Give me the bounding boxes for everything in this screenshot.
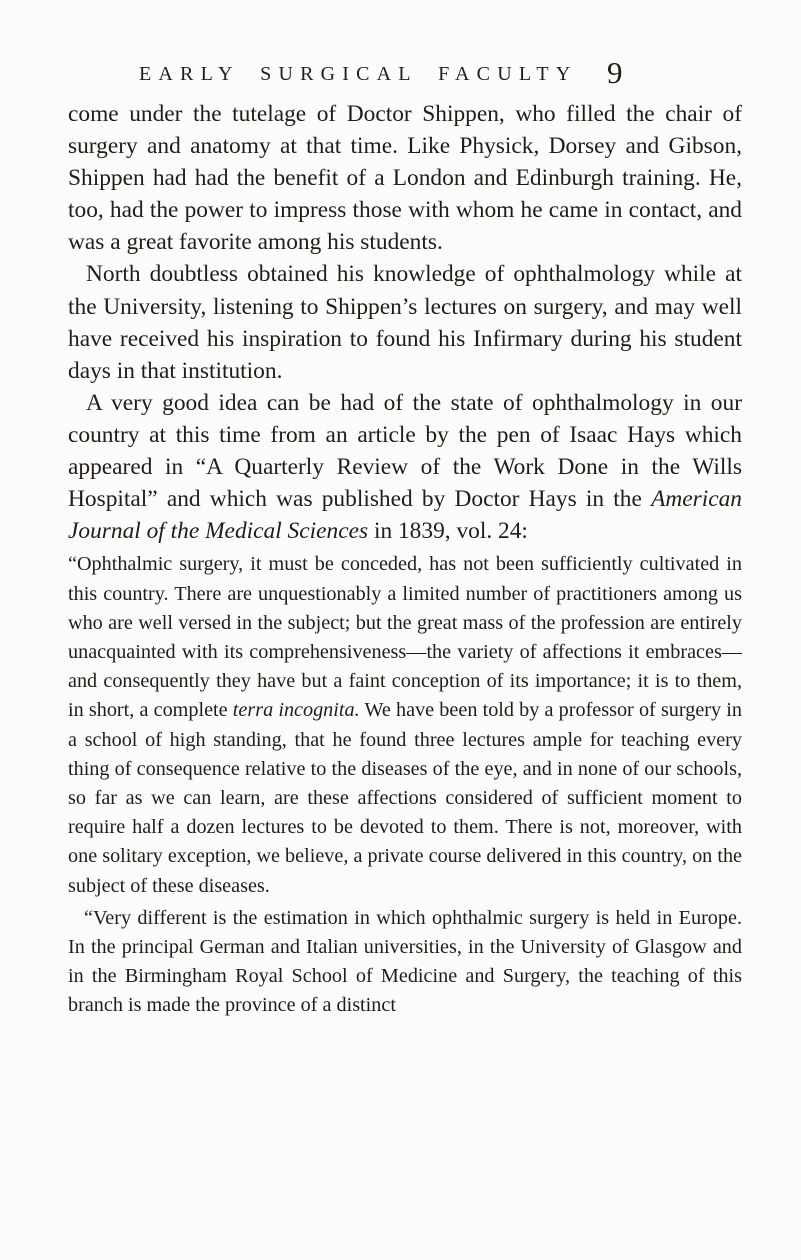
quote-1-text-end: We have been told by a professor of surgery in a school of high standing, that he found three lectures ample for teaching every thing of consequence relative to the diseases of the eye, and in none of our schools, so far as we can learn, are these affections considered of sufficient moment to require half a dozen lectures to be devoted to them. There is not, moreover, with one solitary exception, we believe, a private course delivered in this country, on the subject of these diseases. (68, 699, 742, 897)
paragraph-1: come under the tutelage of Doctor Shippen, who filled the chair of surgery and anatomy at that time. Like Physick, Dorsey and Gibson, Shippen had had the benefit of a London and Edinburgh training. He, too, had the power to impress those with whom he came in contact, and was a great favorite among his students. (68, 101, 742, 256)
paragraph-2: North doubtless obtained his knowledge of ophthalmology while at the University, listening to Shippen’s lectures on surgery, and may well have received his inspiration to found his Infirmary during his student days in that institution. (68, 261, 742, 384)
quote-1-text: “Ophthalmic surgery, it must be conceded, has not been sufficiently cultivated in this country. There are unquestionably a limited number of practitioners among us who are well versed in the subject; but the great mass of the profession are entirely unacquainted with its comprehensiveness—the variety of affections it embraces—and consequently they have but a faint conception of its importance; it is to them, in short, a complete (68, 553, 742, 722)
block-quote-2: “Very different is the estimation in which ophthalmic surgery is held in Europe. In the principal German and Italian universities, in the University of Glasgow and in the Birmingham Royal School of Medicine and Surgery, the teaching of this branch is made the province of a distinct (68, 906, 742, 1017)
paragraph-3-text: A very good idea can be had of the state of ophthalmology in our country at this time from an article by the pen of Isaac Hays which appeared in “A Quarterly Review of the Work Done in the Wills Hospital” and which was published by Doctor Hays in the (68, 389, 742, 513)
journal-title: American Journal of the Medical Sciences (68, 486, 742, 545)
running-head: EARLY SURGICAL FACULTY (139, 63, 578, 85)
paragraph-3 (68, 387, 742, 547)
terra-incognita: terra incognita. (232, 699, 360, 722)
body-text (68, 98, 742, 1021)
paragraph-3-text-end: in 1839, vol. 24: (368, 518, 528, 545)
block-quote-1 (68, 550, 742, 900)
page-number: 9 (607, 55, 623, 90)
